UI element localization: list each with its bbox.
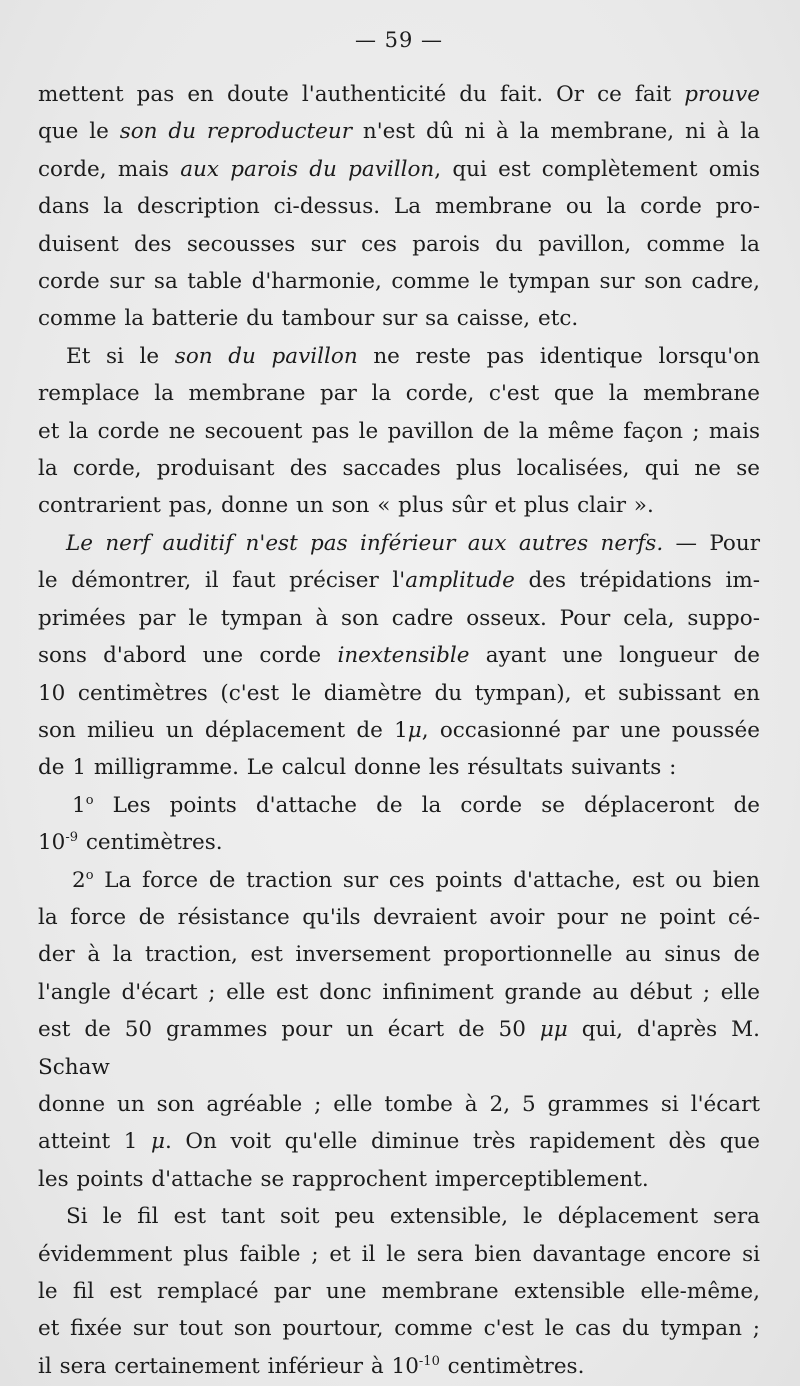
text-run: et la corde ne secouent pas le pavillon de la même façon ; mais [38,418,760,444]
text-run: corde sur sa table d'harmonie, comme le tympan sur son cadre, [38,269,760,295]
text-run: les points d'attache se rapprochent imperceptiblement. [38,1166,649,1192]
text-line [38,151,760,188]
text-run: comme la batterie du tambour sur sa caisse, etc. [38,306,579,332]
text-run: est de 50 grammes pour un écart de 50 [38,1017,540,1043]
paragraph [38,787,760,862]
text-line [38,263,760,300]
italic-run: μμ [539,1017,568,1043]
text-line [38,562,760,599]
text-line [38,1123,760,1160]
text-run: sons d'abord une corde [38,643,338,669]
paragraph [38,862,760,1199]
text-run: des trépidations im- [514,568,760,594]
text-run: la corde, produisant des saccades plus localisées, qui ne se [38,456,760,482]
body-text [38,76,760,1385]
text-run: — Pour [663,530,760,556]
text-run: le démontrer, il faut préciser l' [38,568,406,594]
text-line [38,1011,760,1086]
text-line [38,974,760,1011]
text-run: ayant une longueur de [469,643,760,669]
text-run: la force de résistance qu'ils devraient avoir pour ne point cé- [38,904,760,930]
superscript: -9 [65,830,79,846]
text-line [38,749,760,786]
text-run: n'est dû ni à la membrane, ni à la [352,119,760,145]
text-line [38,525,760,562]
text-line [38,1273,760,1310]
text-run: . On voit qu'elle diminue très rapidement dès que [165,1129,760,1155]
text-line [38,1198,760,1235]
italic-run: son du reproducteur [119,119,353,145]
italic-run: μ [151,1129,166,1155]
text-run: , occasionné par une poussée [421,717,760,743]
text-run: qui, d'après M. Schaw [38,1017,760,1080]
text-run: mettent pas en doute l'authenticité du fait. Or ce fait [38,82,685,107]
paragraph [38,525,760,787]
text-run: évidemment plus faible ; et il le sera bien davantage encore si [38,1241,760,1267]
text-run: remplace la membrane par la corde, c'est que la membrane [38,381,760,407]
text-run: La force de traction sur ces points d'attache, est ou bien [93,867,760,893]
text-run: , qui est complètement omis [434,156,761,182]
text-line [38,936,760,973]
text-line [38,1348,760,1385]
text-line [38,600,760,637]
text-line [38,188,760,225]
italic-run: aux parois du pavillon [180,156,435,182]
text-run: corde, mais [38,156,181,182]
text-line [38,637,760,674]
text-line [38,375,760,412]
text-run: et fixée sur tout son pourtour, comme c'est le cas du tympan ; [38,1316,760,1342]
italic-run: μ [407,717,422,743]
italic-run: prouve [684,82,760,107]
italic-run: inextensible [337,643,470,669]
text-run: l'angle d'écart ; elle est donc infiniment grande au début ; elle [38,979,760,1005]
text-line [38,300,760,337]
paragraph [38,1198,760,1385]
text-line [38,1161,760,1198]
text-run: duisent des secousses sur ces parois du pavillon, comme la [38,231,760,257]
text-line [38,712,760,749]
text-line [38,1086,760,1123]
superscript: -10 [418,1353,440,1369]
italic-run: Le nerf auditif n'est pas inférieur aux autres nerfs. [66,530,664,556]
text-run: primées par le tympan à son cadre osseux. Pour cela, suppo- [38,605,760,631]
text-run: son milieu un déplacement de 1 [38,717,408,743]
text-line [38,450,760,487]
italic-run: son du pavillon [174,343,358,369]
text-run: 10 centimètres (c'est le diamètre du tympan), et subissant en [38,680,760,706]
text-line [38,113,760,150]
text-run: 1 [72,792,86,818]
text-line [38,1236,760,1273]
text-line [38,76,760,113]
text-line [38,675,760,712]
text-run: ne reste pas identique lorsqu'on [357,343,760,369]
text-line [38,487,760,524]
text-run: der à la traction, est inversement proportionnelle au sinus de [38,942,760,968]
text-run: 10 [38,830,66,856]
paragraph [38,338,760,525]
text-run: atteint 1 [38,1129,152,1155]
text-run: Si le fil est tant soit peu extensible, le déplacement sera [66,1204,760,1230]
text-run: donne un son agréable ; elle tombe à 2, 5 grammes si l'écart [38,1091,760,1117]
text-line [38,862,760,899]
text-run: dans la description ci-dessus. La membrane ou la corde pro- [38,194,760,220]
text-run: de 1 milligramme. Le calcul donne les résultats suivants : [38,755,677,781]
text-run: que le [38,119,120,145]
text-line [38,1310,760,1347]
text-run: 2 [72,867,86,893]
text-run: centimètres. [439,1353,585,1379]
text-line [38,787,760,824]
page-number: — 59 — [354,28,444,52]
text-line [38,899,760,936]
text-run: Et si le [66,343,175,369]
text-run: contrarient pas, donne un son « plus sûr et plus clair ». [38,493,654,519]
text-line [38,413,760,450]
text-run: centimètres. [78,830,223,856]
text-run: il sera certainement inférieur à 10 [38,1353,419,1379]
superscript: o [85,867,94,883]
italic-run: amplitude [405,568,515,594]
superscript: o [85,792,94,808]
text-run: le fil est remplacé par une membrane extensible elle-même, [38,1279,760,1304]
text-line [38,338,760,375]
text-run: Les points d'attache de la corde se déplaceront de [93,792,760,818]
text-line [38,824,760,861]
paragraph [38,76,760,338]
text-line [38,226,760,263]
